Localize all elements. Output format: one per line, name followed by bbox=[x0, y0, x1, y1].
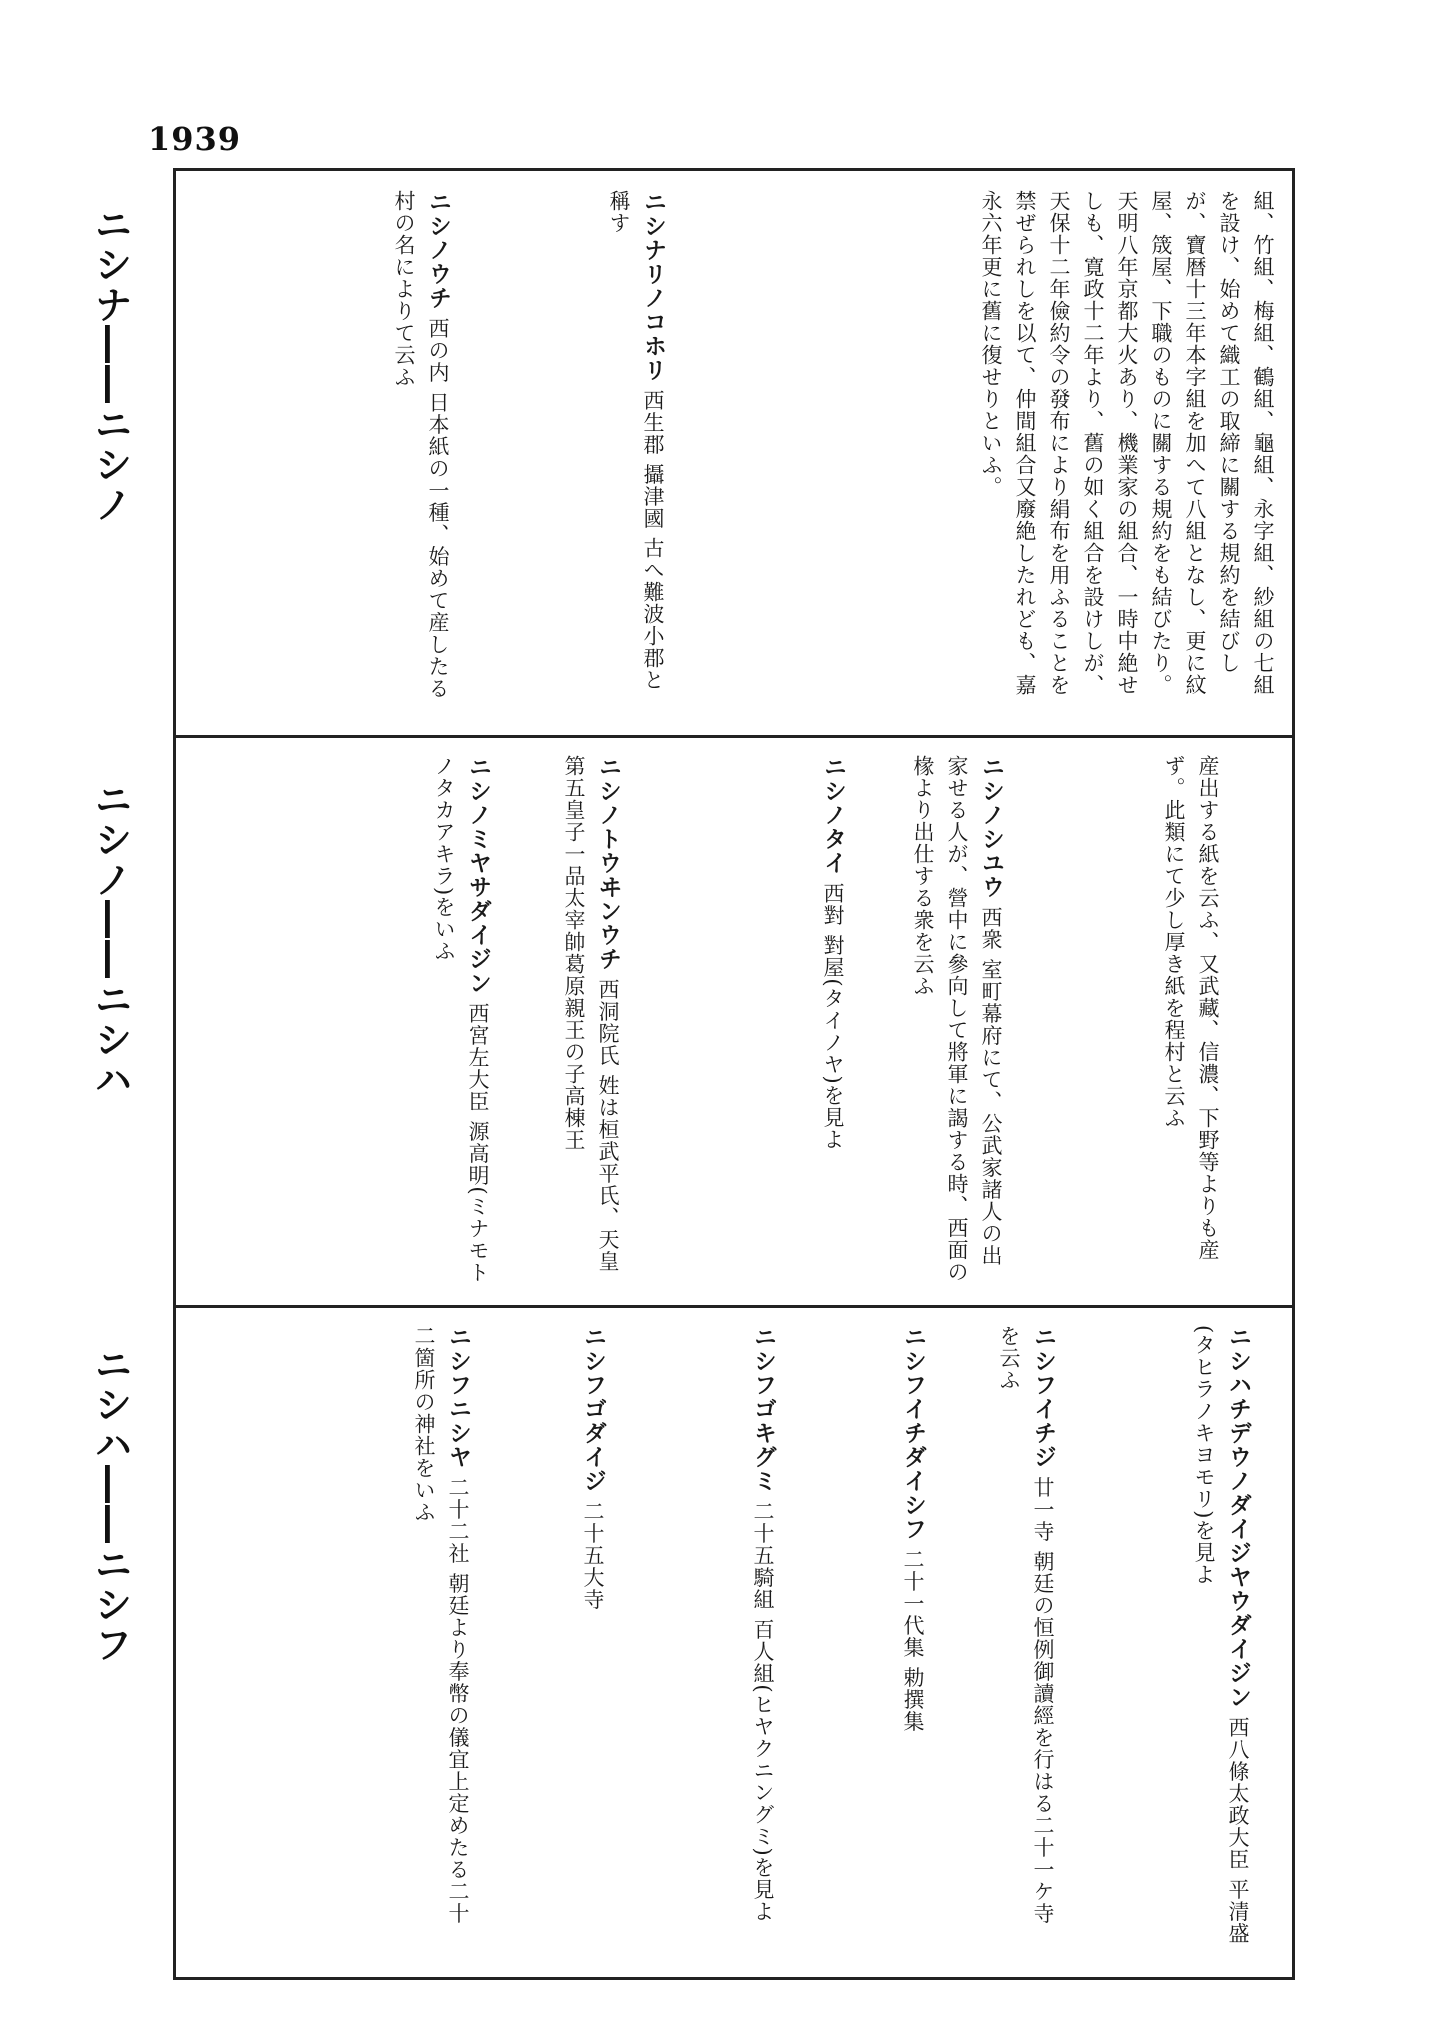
entry-headword: ニシノウチ bbox=[425, 190, 451, 310]
entry-text: 二十二社 朝廷より奉幣の儀宜上定めたる二十二箇所の神社をいふ bbox=[412, 1325, 470, 1925]
entry-nijuuni-sha bbox=[407, 1325, 475, 1945]
entry-nijuugo-daiji bbox=[576, 1325, 610, 1945]
entry-nishi-no-shiyuu bbox=[906, 755, 1008, 1285]
entry-text: 廿一寺 朝廷の恒例御讀經を行はる二十一ケ寺を云ふ bbox=[997, 1325, 1055, 1925]
entry-headword: ニシハチデウノダイジヤウダイジン bbox=[1225, 1325, 1251, 1709]
entry-headword: ニシノトウヰンウチ bbox=[595, 755, 621, 971]
entry-headword: ニシフイチダイシフ bbox=[900, 1325, 926, 1541]
entry-nishinotouin-uchi bbox=[557, 755, 625, 1285]
entry-headword: ニシフゴキグミ bbox=[750, 1325, 776, 1493]
entry-headword: ニシナリノコホリ bbox=[640, 190, 666, 382]
page-number: 1939 bbox=[148, 120, 242, 158]
entry-text: 西の内 日本紙の一種、始めて産したる村の名によりて云ふ bbox=[392, 190, 450, 700]
entry-continuation-text: 産出する紙を云ふ、又武藏、信濃、下野等よりも産ず。此類にて少し厚き紙を程村と云ふ bbox=[1162, 755, 1220, 1261]
entry-text: 西衆 室町幕府にて、公武家諸人の出家せる人が、營中に參向して將軍に謁する時、西面の椽より出仕する衆を云ふ bbox=[911, 755, 1003, 1283]
entry-headword: ニシフニシヤ bbox=[445, 1325, 471, 1469]
entry-text: 二十五騎組 百人組(ヒヤクニングミ)を見よ bbox=[751, 1500, 775, 1923]
entry-headword: ニシフイチジ bbox=[1030, 1325, 1056, 1469]
entry-nishi-no-tai bbox=[816, 755, 850, 1285]
entry-nijuuichi-ji bbox=[992, 1325, 1060, 1945]
entry-text: 二十五大寺 bbox=[581, 1500, 605, 1611]
entry-headword: ニシノシユウ bbox=[978, 755, 1004, 899]
entry-nijuugo-kigumi bbox=[746, 1325, 780, 1945]
entry-continuation-text: 組、竹組、梅組、鶴組、龜組、永字組、紗組の七組を設け、始めて織工の取締に關する規約を結びしが、寶暦十三年本字組を加へて八組となし、更に紋屋、筬屋、下職のものに關する規約をも結びたり。天明八年京都大火あり、機業家の組合、一時中絶せしも、寛政十二年より、舊の如く組合を設けしが、天保十二年儉約令の發布により絹布を用ふることを禁ぜられしを以て、仲間組合又廢絶したれども、嘉永六年更に舊に復せりといふ。 bbox=[979, 190, 1275, 696]
entry-text: 西宮左大臣 源高明(ミナモトノタカアキラ)をいふ bbox=[432, 755, 490, 1284]
entry-text: 西八條太政大臣 平清盛(タヒラノキヨモリ)を見よ bbox=[1192, 1325, 1250, 1945]
entry-nishinari-no-kohori bbox=[602, 190, 670, 710]
entry-text: 二十一代集 勅撰集 bbox=[901, 1548, 925, 1733]
entry-headword: ニシフゴダイジ bbox=[580, 1325, 606, 1493]
entry-headword: ニシノミヤサダイジン bbox=[465, 755, 491, 995]
entry-text: 西對 對屋(タイノヤ)を見よ bbox=[821, 882, 845, 1151]
entry-nijuuichi-daishuu bbox=[896, 1325, 930, 1945]
running-head-1: ニシナ――ニシノ bbox=[88, 205, 132, 525]
running-head-2: ニシノ――ニシハ bbox=[88, 780, 132, 1100]
section-divider bbox=[173, 1305, 1295, 1308]
running-head-3: ニシハ――ニシフ bbox=[88, 1345, 132, 1665]
entry-nishinomiya-sadaijin bbox=[427, 755, 495, 1285]
entry-text: 西生郡 攝津國 古へ難波小郡と稱す bbox=[607, 190, 665, 692]
entry-text: 西洞院氏 姓は桓武平氏、天皇第五皇子一品太宰帥葛原親王の子高棟王 bbox=[562, 755, 620, 1273]
entry-nishi-no-uchi bbox=[387, 190, 455, 710]
entry-headword: ニシノタイ bbox=[820, 755, 846, 875]
section-divider bbox=[173, 735, 1295, 738]
entry-nishihachijou-daijoudaijin bbox=[1187, 1325, 1255, 1945]
